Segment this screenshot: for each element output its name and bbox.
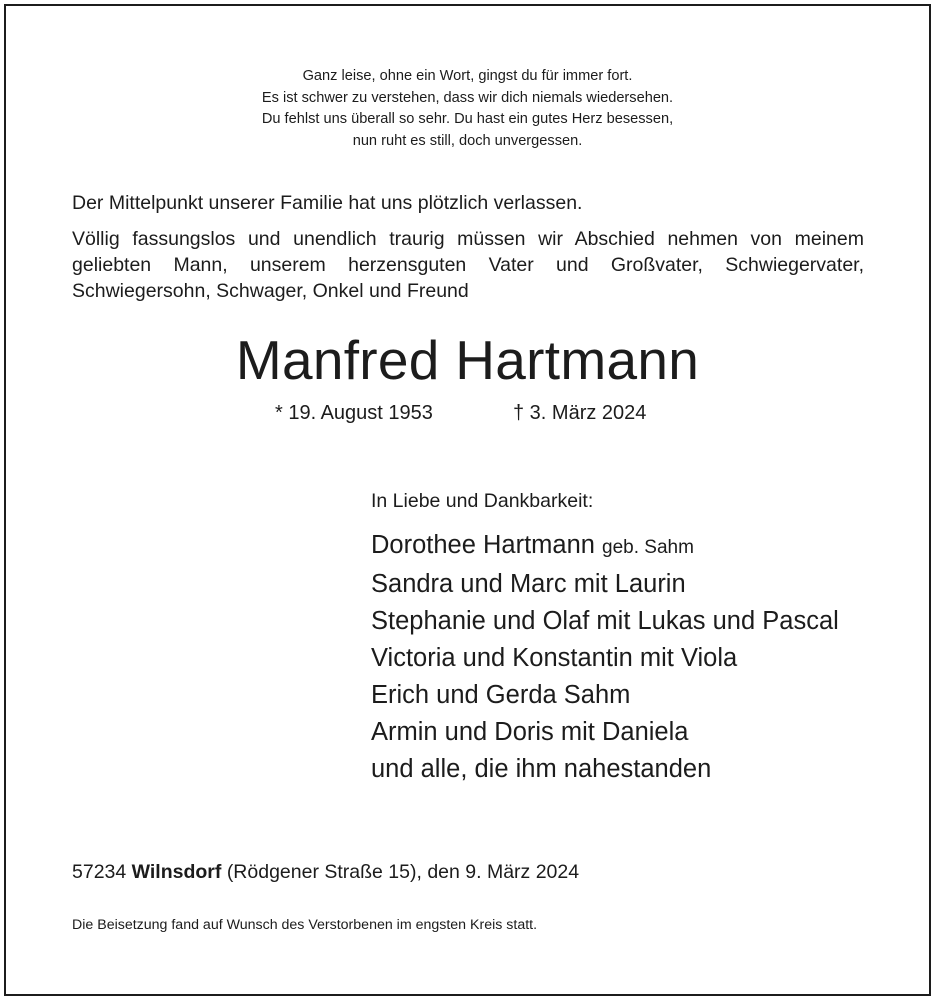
mourner-name: Dorothee Hartmann <box>371 531 595 559</box>
mourner-item: Victoria und Konstantin mit Viola <box>371 644 738 672</box>
deceased-name: Manfred Hartmann <box>235 329 700 391</box>
intro-line-1: Der Mittelpunkt unserer Familie hat uns plötzlich verlassen. <box>72 192 583 214</box>
mourner-item: Armin und Doris mit Daniela <box>371 718 689 746</box>
birth-date: * 19. August 1953 <box>275 402 433 424</box>
mourners-list <box>371 527 839 788</box>
mourners-heading: In Liebe und Dankbarkeit: <box>371 490 594 512</box>
poem-line: Ganz leise, ohne ein Wort, gingst du für immer fort. <box>302 68 633 84</box>
place-and-date <box>72 859 579 885</box>
poem-line: Es ist schwer zu verstehen, dass wir dich niemals wiedersehen. <box>261 89 674 106</box>
intro-text <box>72 190 864 304</box>
poem-line: Du fehlst uns überall so sehr. Du hast ein gutes Herz besessen, <box>261 111 674 127</box>
poem <box>0 66 935 152</box>
maiden-name-note: geb. Sahm <box>602 537 694 558</box>
intro-line-2: Völlig fassungslos und unendlich traurig müssen wir Abschied nehmen von meinem geliebten Mann, unserem herzensguten Vater und Großvater, Schwiegervater, Schwiegersohn, Schwager, Onkel und Freund <box>72 228 864 302</box>
mourner-item: Erich und Gerda Sahm <box>371 681 631 709</box>
mourner-item: Sandra und Marc mit Laurin <box>371 570 686 598</box>
poem-line: nun ruht es still, doch unvergessen. <box>352 132 583 149</box>
zip-code: 57234 <box>72 861 127 883</box>
burial-note: Die Beisetzung fand auf Wunsch des Verstorbenen im engsten Kreis statt. <box>72 917 538 933</box>
mourner-item: Stephanie und Olaf mit Lukas und Pascal <box>371 607 839 635</box>
death-date: † 3. März 2024 <box>513 402 647 424</box>
mourner-item: und alle, die ihm nahestanden <box>371 755 712 783</box>
mourner-item <box>371 527 839 566</box>
address-and-date: (Rödgener Straße 15), den 9. März 2024 <box>226 861 580 883</box>
town-name: Wilnsdorf <box>131 861 222 883</box>
